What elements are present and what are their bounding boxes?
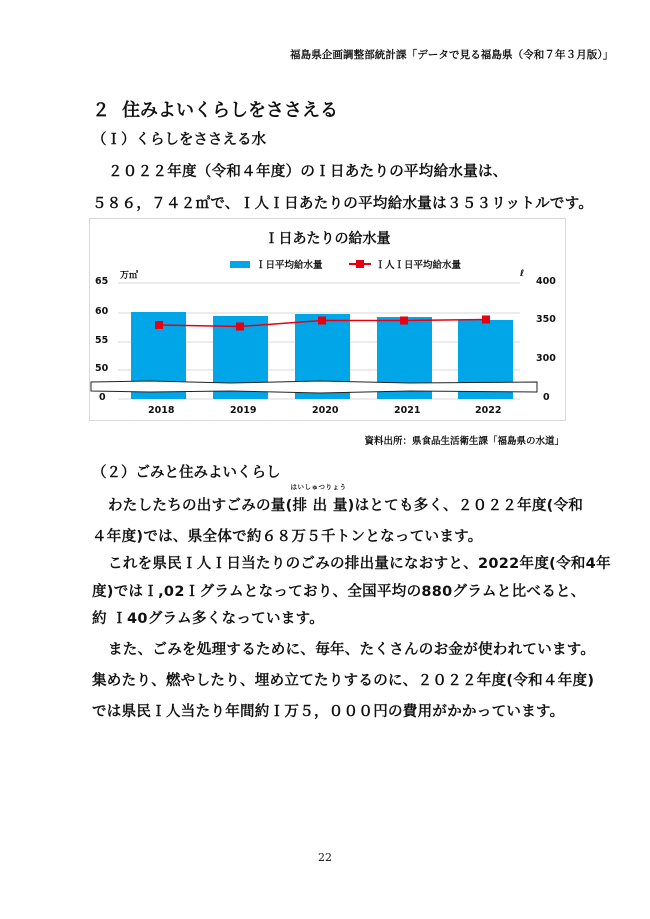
water-text-line-2: ５８６，７４２㎥で、Ｉ人Ｉ日あたりの平均給水量は３５３リットルです。: [92, 196, 594, 212]
subsection-water-title: （Ｉ）くらしをささえる水: [92, 132, 266, 148]
marker-2020: [318, 317, 326, 325]
ruby-haishutsuryo: [290, 483, 348, 515]
x-label-2018: 2018: [148, 405, 175, 416]
marker-2022: [482, 316, 490, 324]
per-capita-text-line-1: これを県民Ｉ人Ｉ日当たりのごみの排出量になおすと、2022年度(令和4年: [108, 556, 611, 572]
per-capita-text-line-2: 度)ではＩ,02Ｉグラムとなっており、全国平均の880グラムと比べると、: [92, 584, 586, 600]
ruby-base: 排 出 量: [292, 498, 348, 514]
water-supply-chart: [89, 218, 566, 421]
left-tick-0: 0: [99, 392, 106, 403]
cost-text-line-2: 集めたり、燃やしたり、埋め立てたりするのに、２０２２年度(令和４年度): [92, 673, 595, 689]
chart-title: Ｉ日あたりの給水量: [264, 231, 391, 247]
subsection-waste-title: （２）ごみと住みよいくらし: [92, 465, 281, 481]
left-tick-65: 65: [95, 276, 109, 287]
section-heading: 住みよいくらしをささえる: [122, 100, 338, 121]
marker-2018: [155, 321, 163, 329]
legend-bar-label: Ｉ日平均給水量: [256, 260, 323, 271]
left-tick-55: 55: [95, 335, 109, 346]
legend-line-label: Ｉ人Ｉ日平均給水量: [375, 260, 462, 271]
axis-break-band: [91, 381, 537, 393]
marker-2019: [236, 323, 244, 331]
section-title: [92, 96, 338, 122]
left-tick-60: 60: [95, 306, 109, 317]
right-tick-0: 0: [543, 392, 550, 403]
right-axis-unit: ℓ: [520, 269, 525, 279]
waste-text-line-1-b: )はとても多く、２０２２年度(令和: [347, 498, 584, 514]
page-number: 22: [318, 851, 332, 864]
marker-2021: [400, 317, 408, 325]
waste-text-line-1: [108, 483, 584, 515]
x-label-2021: 2021: [394, 405, 421, 416]
left-axis-unit: 万㎥: [120, 271, 139, 281]
right-tick-300: 300: [536, 353, 556, 364]
left-tick-50: 50: [95, 363, 109, 374]
x-label-2022: 2022: [475, 405, 502, 416]
section-number: ２: [92, 100, 110, 121]
waste-text-line-1-a: わたしたちの出すごみの量(: [108, 498, 293, 514]
cost-text-line-3: では県民Ｉ人当たり年間約Ｉ万５，０００円の費用がかかっています。: [92, 704, 565, 720]
ruby-reading: はいしゅつりょう: [290, 483, 347, 491]
x-label-2020: 2020: [312, 405, 339, 416]
water-text-line-1: ２０２２年度（令和４年度）のＩ日あたりの平均給水量は、: [108, 164, 508, 180]
x-label-2019: 2019: [230, 405, 257, 416]
waste-text-line-2: ４年度)では、県全体で約６８万５千トンとなっています。: [92, 529, 483, 545]
right-tick-350: 350: [536, 314, 556, 325]
chart-source: 資料出所：県食品生活衛生課「福島県の水道」: [364, 436, 564, 447]
publication-header: 福島県企画調整部統計課「データで見る福島県（令和７年３月版）」: [290, 49, 614, 61]
right-tick-400: 400: [536, 276, 556, 287]
chart-plot-area: [90, 219, 565, 420]
per-capita-text-line-3: 約 Ｉ40グラム多くなっています。: [92, 611, 325, 627]
cost-text-line-1: また、ごみを処理するために、毎年、たくさんのお金が使われています。: [108, 642, 596, 658]
